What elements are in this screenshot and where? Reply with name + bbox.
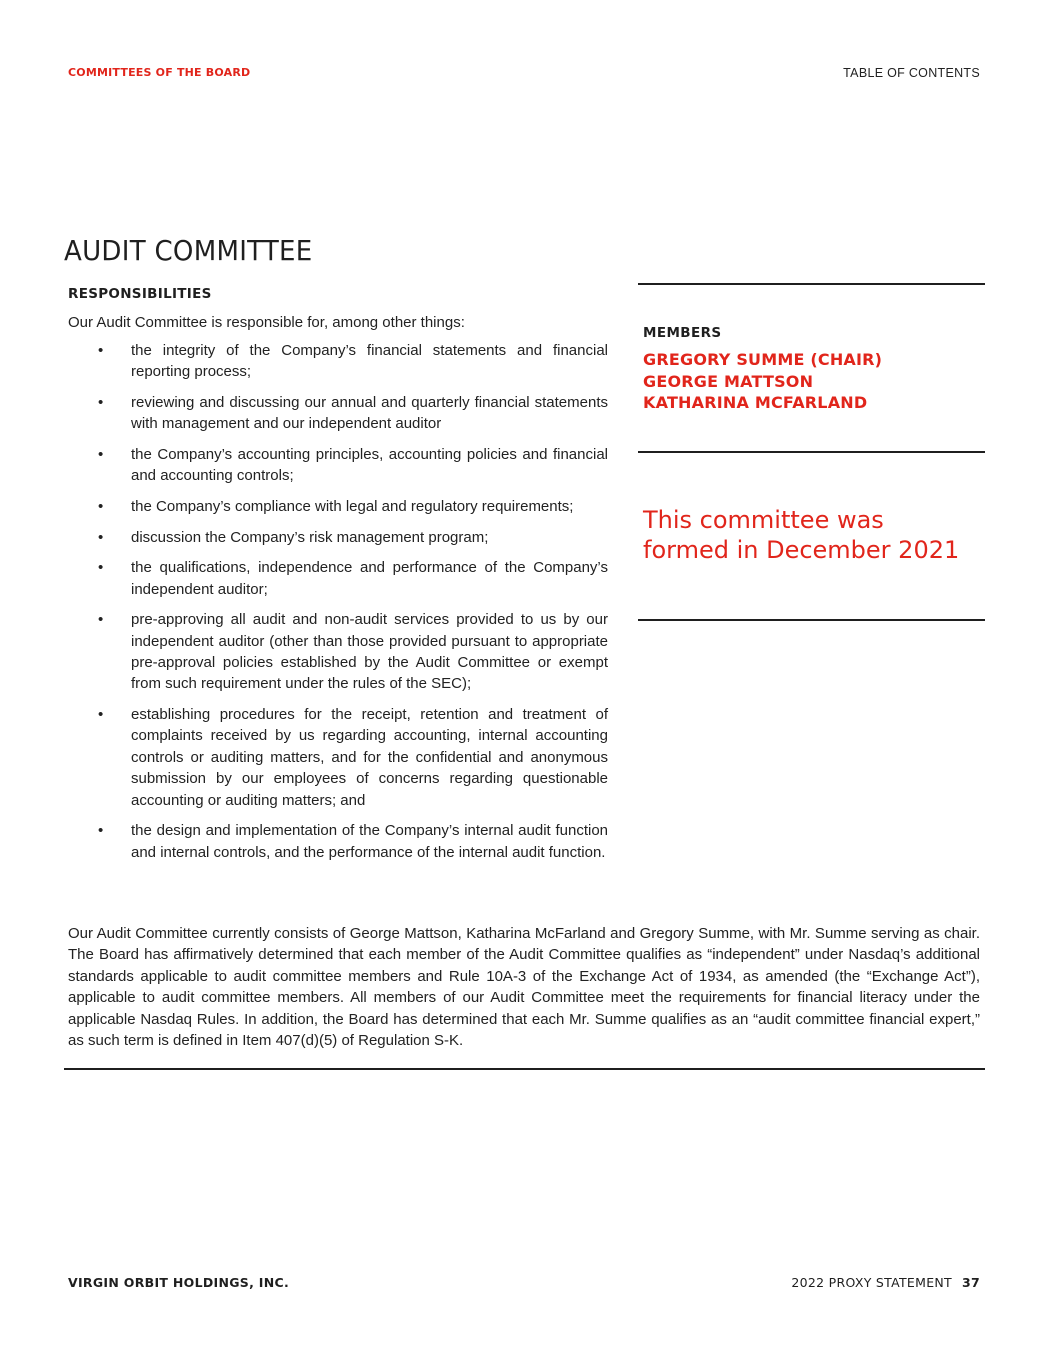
list-item: • the design and implementation of the Company’s internal audit function and internal controls, and the performance of the internal audit function.: [98, 820, 608, 863]
sidebar-divider-top: [638, 283, 985, 285]
responsibilities-heading: RESPONSIBILITIES: [68, 286, 212, 302]
footer-doc-info: [791, 1275, 980, 1290]
section-label: COMMITTEES OF THE BOARD: [68, 66, 251, 79]
list-item: • the Company’s compliance with legal and regulatory requirements;: [98, 496, 608, 517]
list-item: • the qualifications, independence and performance of the Company’s independent auditor;: [98, 557, 608, 600]
list-item: • the Company’s accounting principles, accounting policies and financial and accounting controls;: [98, 444, 608, 487]
responsibilities-list: [98, 340, 608, 872]
members-list: [643, 349, 882, 414]
footer-company: VIRGIN ORBIT HOLDINGS, INC.: [68, 1275, 290, 1290]
list-item: • pre-approving all audit and non-audit services provided to us by our independent auditor (other than those provided pursuant to appropriate pre-approval policies established by the Audit Committee or exempt from such requirement under the rules of the SEC);: [98, 609, 608, 695]
page-number: 37: [962, 1275, 980, 1290]
responsibilities-intro: Our Audit Committee is responsible for, among other things:: [68, 314, 465, 331]
member-name: KATHARINA MCFARLAND: [643, 393, 868, 412]
member-name: GEORGE MATTSON: [643, 371, 814, 391]
list-item: • reviewing and discussing our annual and quarterly financial statements with management and our independent auditor: [98, 392, 608, 435]
table-of-contents-link[interactable]: TABLE OF CONTENTS: [843, 66, 980, 80]
composition-paragraph: Our Audit Committee currently consists of George Mattson, Katharina McFarland and Gregory Summe, with Mr. Summe serving as chair. The Board has affirmatively determined that each member of the Audit Committee qualifies as “independent” under Nasdaq’s additional standards applicable to audit committee members and Rule 10A-3 of the Exchange Act of 1934, as amended (the “Exchange Act”), applicable to audit committee members. All members of our Audit Committee meet the requirements for financial literacy under the applicable Nasdaq Rules. In addition, the Board has determined that each Mr. Summe qualifies as an “audit committee financial expert,” as such term is defined in Item 407(d)(5) of Regulation S-K.: [68, 925, 980, 1050]
footer-doc-title: 2022 PROXY STATEMENT: [791, 1275, 952, 1290]
list-item: • establishing procedures for the receipt, retention and treatment of complaints received by us regarding accounting, internal accounting controls or auditing matters, and for the confidential and anonymous submission by our employees of concerns regarding questionable accounting or auditing matters; and: [98, 704, 608, 811]
formed-note: This committee was formed in December 2021: [643, 506, 960, 564]
section-end-divider: [64, 1068, 985, 1070]
page-title: AUDIT COMMITTEE: [64, 234, 313, 267]
list-item: • the integrity of the Company’s financial statements and financial reporting process;: [98, 340, 608, 383]
sidebar-divider-bottom: [638, 619, 985, 621]
member-name: GREGORY SUMME (CHAIR): [643, 350, 883, 369]
list-item: • discussion the Company’s risk management program;: [98, 527, 608, 548]
sidebar-divider-middle: [638, 451, 985, 453]
members-label: MEMBERS: [643, 325, 722, 341]
